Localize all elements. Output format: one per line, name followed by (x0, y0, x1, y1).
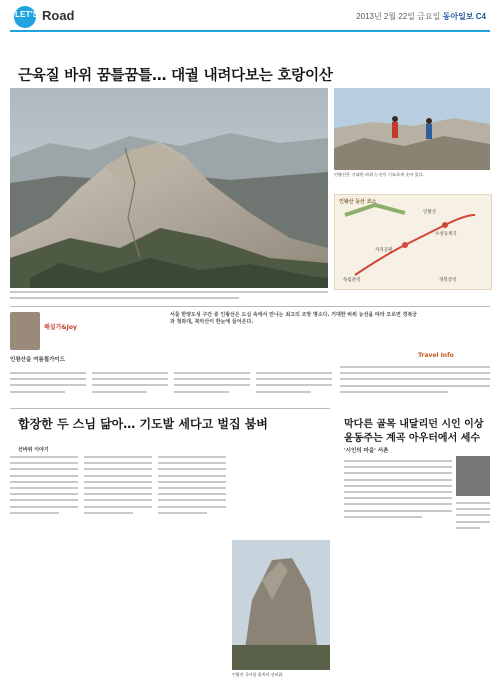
side-photo (334, 88, 490, 170)
logo-text: LET'S (15, 10, 39, 19)
map-label-park: 사직공원 (375, 248, 393, 253)
poet-portrait (456, 456, 490, 496)
author-photo (10, 312, 40, 350)
temple-photo-image (232, 540, 330, 670)
temple-photo-caption: 인왕산 국사당 위쪽의 선바위. (232, 672, 284, 677)
route-map-graphic (335, 195, 491, 289)
body-col-1 (10, 372, 86, 402)
body-col-3 (174, 372, 250, 402)
header-rule (10, 30, 490, 32)
author-name: 인왕산을 여름철가이드 (10, 357, 66, 363)
page-number: C4 (475, 12, 486, 21)
lead-paragraph: 서울 한양도성 구간 중 인왕산은 도심 속에서 만나는 최고의 조망 명소다. 거대한 바위 능선을 따라 오르면 경복궁과 청와대, 북악산이 한눈에 들어온다. (170, 312, 418, 325)
issue-date: 2013년 2월 22일 금요일 (356, 12, 441, 21)
issue-info (356, 11, 486, 22)
main-photo-caption (10, 291, 328, 303)
author-badge: 해설가&Joy (44, 324, 77, 331)
temple-photo (232, 540, 330, 670)
article3-col-1 (344, 460, 452, 682)
map-label-station-1: 독립문역 (343, 278, 361, 283)
map-title: 인왕산 등산 코스 (339, 199, 377, 205)
article3-subhead: '시인의 마을' 서촌 (344, 448, 389, 454)
main-headline: 근육질 바위 꿈틀꿈틀… 대궐 내려다보는 호랑이산 (18, 68, 333, 84)
section-rule-2 (10, 408, 330, 409)
article2-col-3 (158, 456, 226, 682)
map-label-mountain: 인왕산 (423, 210, 437, 215)
section-title: Road (42, 8, 75, 23)
route-map (334, 194, 492, 290)
section-rule (10, 306, 490, 307)
side-photo-caption: 인왕산은 거대한 바위 능선이 기묘하게 솟아 있다. (334, 172, 425, 177)
map-label-valley: 수성동계곡 (435, 232, 457, 237)
main-photo-image (10, 88, 328, 288)
body-col-2 (92, 372, 168, 402)
article3-headline: 막다른 골목 내달리던 시인 이상 윤동주는 계곡 아우터에서 세수 (344, 419, 484, 444)
map-label-station-2: 경복궁역 (439, 278, 457, 283)
travel-info-label: Travel Info (418, 352, 454, 359)
travel-info-body (340, 366, 490, 406)
article2-col-1 (10, 456, 78, 682)
body-col-4 (256, 372, 332, 402)
article2-headline: 합장한 두 스님 닮아… 기도발 세다고 벌집 붐벼 (18, 417, 268, 431)
article2-subhead: 선바위 이야기 (18, 447, 49, 453)
side-photo-image (334, 88, 490, 170)
article3-col-2 (456, 502, 490, 682)
paper-name: 동아일보 (442, 12, 474, 21)
article2-col-2 (84, 456, 152, 682)
main-photo (10, 88, 328, 288)
